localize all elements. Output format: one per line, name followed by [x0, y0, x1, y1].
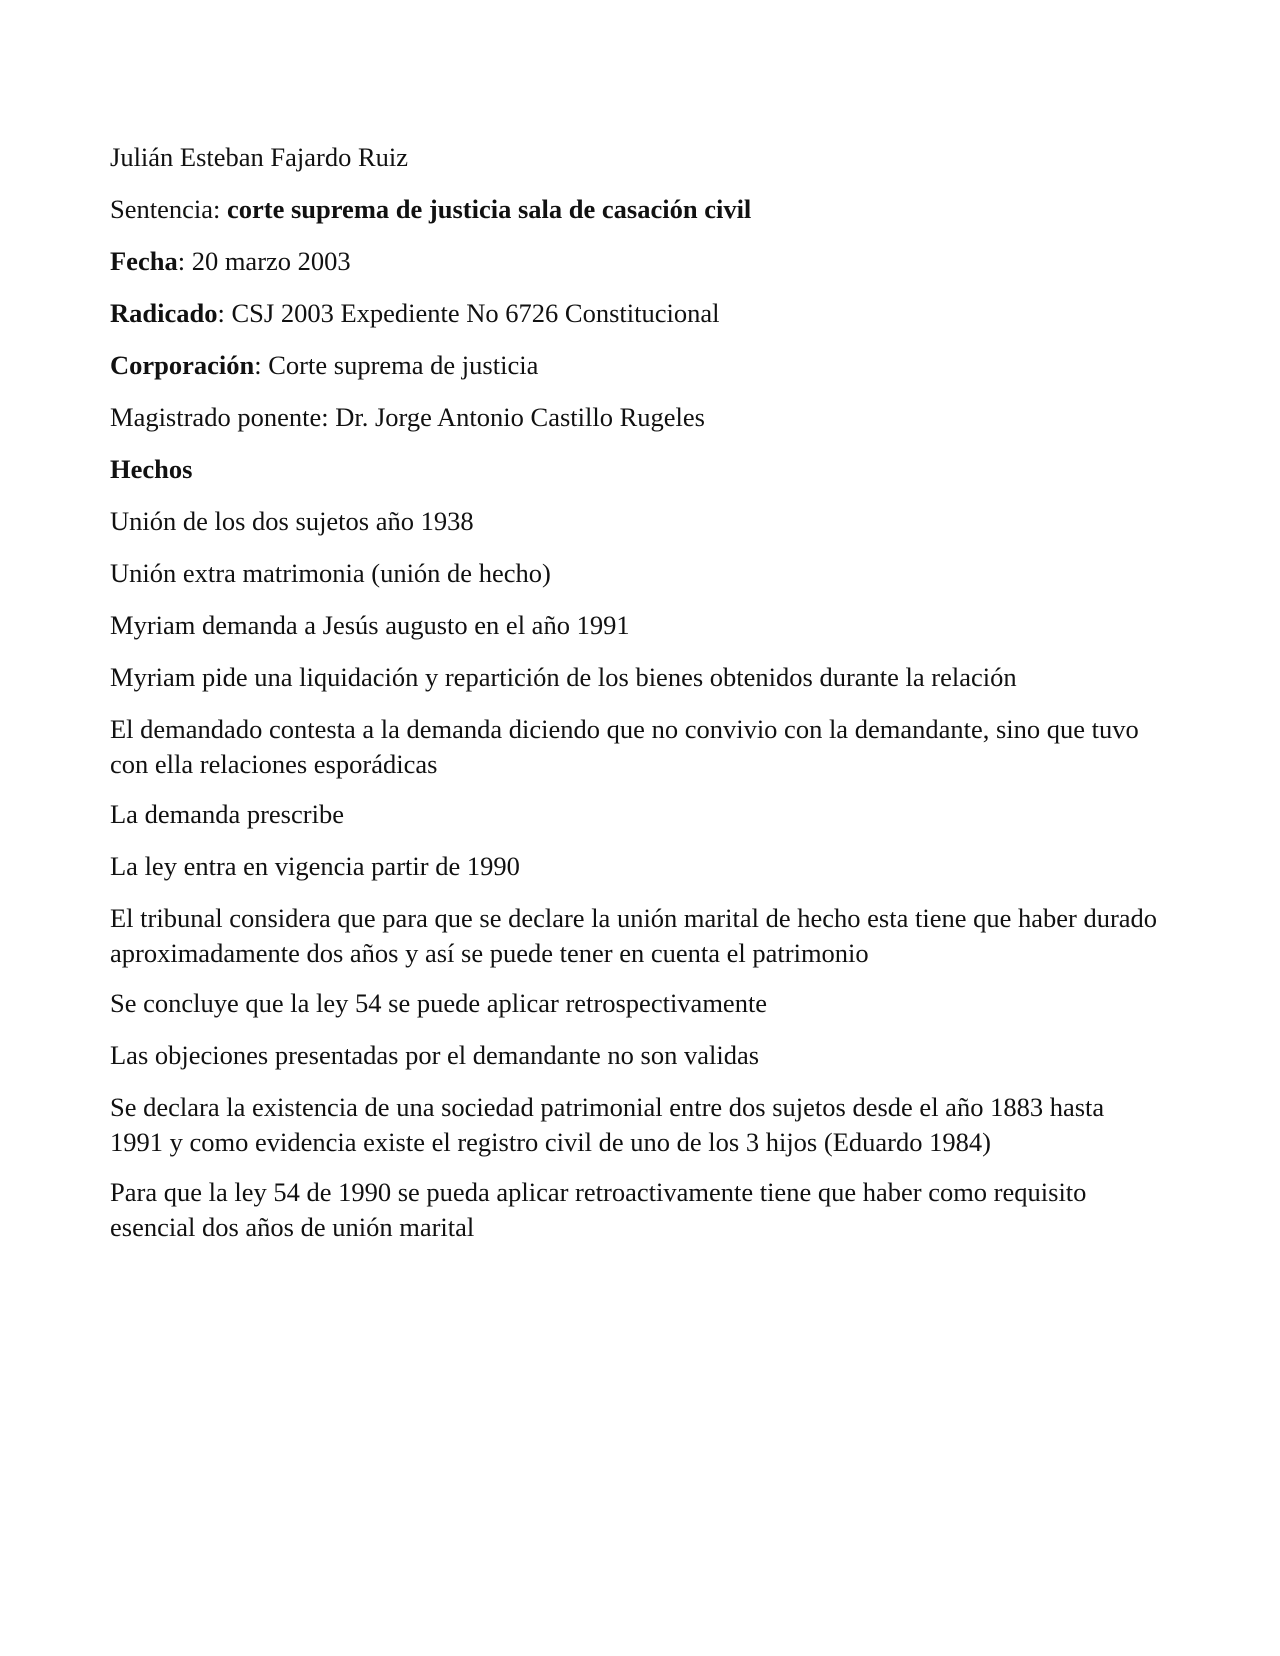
radicado-line	[110, 296, 1160, 331]
hecho-item: El tribunal considera que para que se declare la unión marital de hecho esta tiene que haber durado aproximadamente dos años y así se puede tener en cuenta el patrimonio	[110, 903, 1158, 968]
document-page	[110, 140, 1160, 1260]
hecho-item: Myriam demanda a Jesús augusto en el año 1991	[110, 610, 630, 640]
radicado-value: : CSJ 2003 Expediente No 6726 Constitucional	[217, 298, 720, 328]
hechos-heading: Hechos	[110, 454, 193, 484]
author-name: Julián Esteban Fajardo Ruiz	[110, 142, 409, 172]
radicado-label: Radicado	[110, 298, 218, 328]
fecha-label: Fecha	[110, 246, 178, 276]
hecho-item: Unión extra matrimonia (unión de hecho)	[110, 558, 551, 588]
sentencia-label: Sentencia:	[110, 194, 221, 224]
fecha-line	[110, 244, 1160, 279]
hecho-item: Se declara la existencia de una sociedad patrimonial entre dos sujetos desde el año 1883 hasta 1991 y como evidencia existe el registro civil de uno de los 3 hijos (Eduardo 1984)	[110, 1092, 1105, 1157]
hecho-item: Unión de los dos sujetos año 1938	[110, 506, 474, 536]
hecho-item: Para que la ley 54 de 1990 se pueda aplicar retroactivamente tiene que haber como requisito esencial dos años de unión marital	[110, 1177, 1087, 1242]
hecho-item: La demanda prescribe	[110, 799, 344, 829]
fecha-value: : 20 marzo 2003	[177, 246, 351, 276]
hecho-item: La ley entra en vigencia partir de 1990	[110, 851, 520, 881]
hecho-item: Se concluye que la ley 54 se puede aplicar retrospectivamente	[110, 988, 768, 1018]
magistrado-line: Magistrado ponente: Dr. Jorge Antonio Castillo Rugeles	[110, 402, 705, 432]
corporacion-label: Corporación	[110, 350, 255, 380]
corporacion-line	[110, 348, 1160, 383]
corporacion-value: : Corte suprema de justicia	[254, 350, 539, 380]
hecho-item: Las objeciones presentadas por el demandante no son validas	[110, 1040, 760, 1070]
hecho-item: Myriam pide una liquidación y repartición de los bienes obtenidos durante la relación	[110, 662, 1017, 692]
sentencia-line	[110, 192, 1160, 227]
hecho-item: El demandado contesta a la demanda diciendo que no convivio con la demandante, sino que tuvo con ella relaciones esporádicas	[110, 714, 1139, 779]
sentencia-value: corte suprema de justicia sala de casación civil	[227, 194, 752, 224]
